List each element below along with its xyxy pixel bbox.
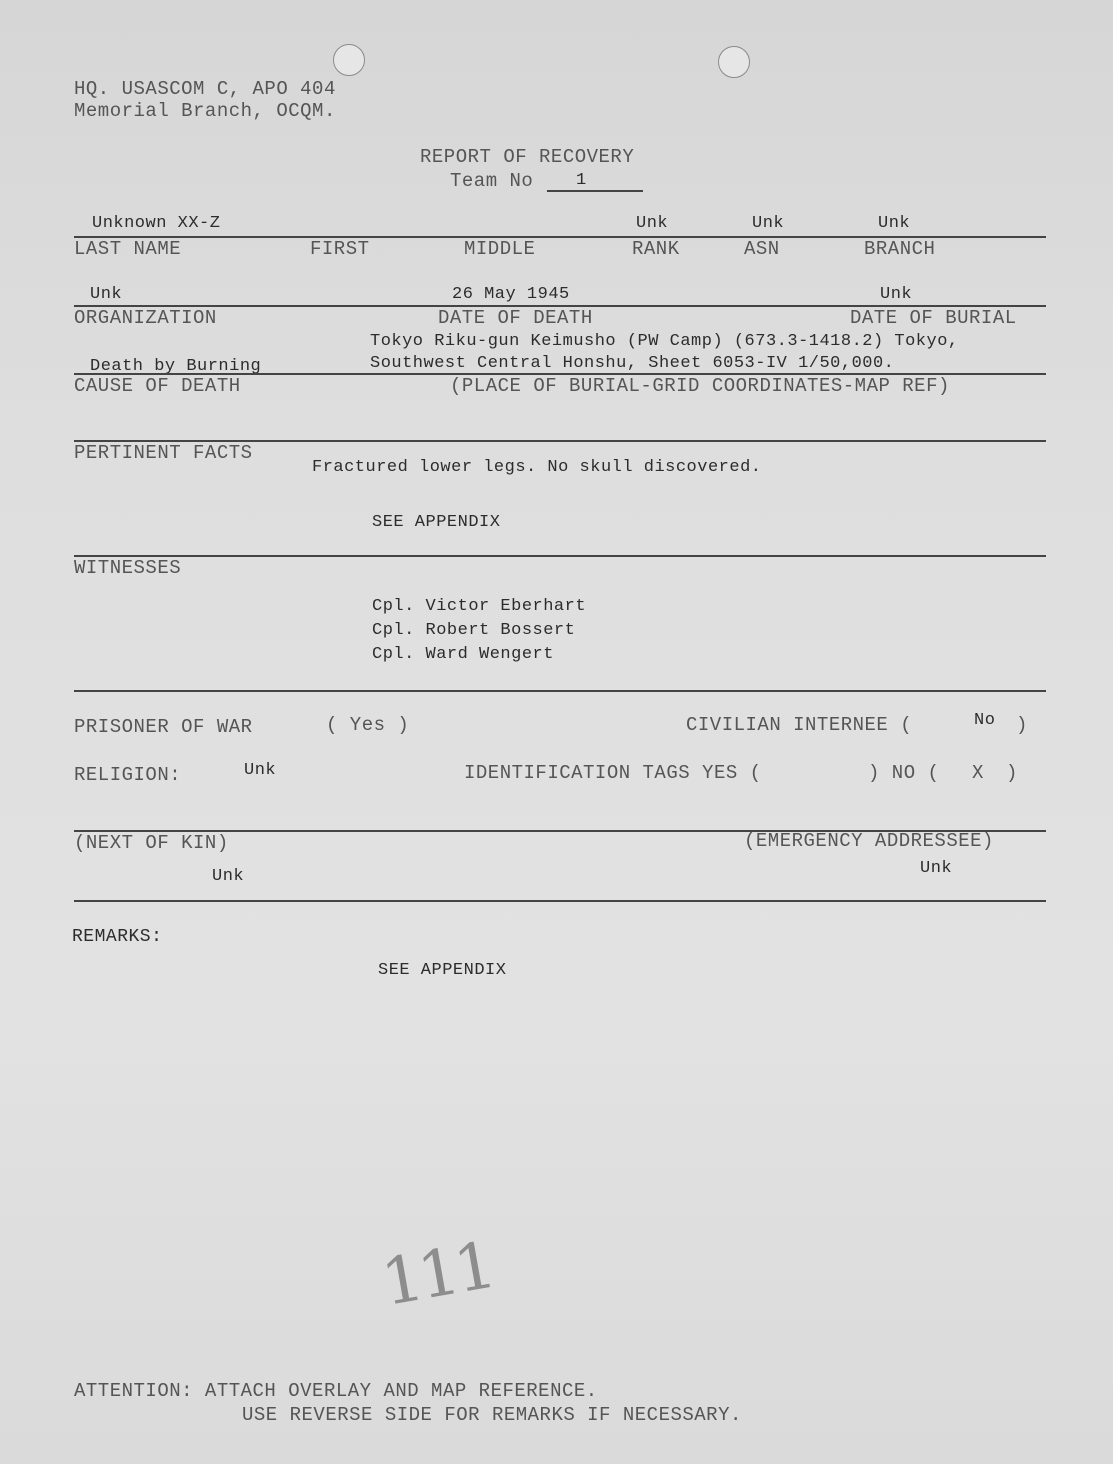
next-of-kin-label: (NEXT OF KIN): [74, 832, 229, 854]
footer-line-1: ATTENTION: ATTACH OVERLAY AND MAP REFERENCE.: [74, 1380, 598, 1402]
identification-tags-close: ): [1006, 762, 1018, 784]
kin-bottom-rule: [74, 900, 1046, 902]
identification-tags-value: X: [972, 762, 984, 784]
punch-hole-right: [718, 46, 750, 78]
place-line-2: Southwest Central Honshu, Sheet 6053-IV 1/50,000.: [370, 354, 895, 373]
pertinent-see-appendix: SEE APPENDIX: [372, 513, 501, 532]
cause-of-death-value: Death by Burning: [90, 357, 262, 376]
header-line-1: HQ. USASCOM C, APO 404: [74, 78, 336, 100]
middle-label: MIDDLE: [464, 238, 536, 260]
witness-2: Cpl. Robert Bossert: [372, 621, 576, 640]
asn-value: Unk: [752, 214, 785, 233]
pertinent-facts-text: Fractured lower legs. No skull discovered.: [312, 458, 762, 477]
branch-value: Unk: [878, 214, 911, 233]
place-line-1: Tokyo Riku-gun Keimusho (PW Camp) (673.3-1418.2) Tokyo,: [370, 332, 959, 351]
date-of-death-label: DATE OF DEATH: [438, 307, 593, 329]
status-rule: [74, 690, 1046, 692]
organization-label: ORGANIZATION: [74, 307, 217, 329]
place-of-burial-label: (PLACE OF BURIAL-GRID COORDINATES-MAP REF): [450, 375, 950, 397]
identification-tags-no: ) NO (: [868, 762, 940, 784]
religion-label: RELIGION:: [74, 764, 182, 786]
identification-tags-label: IDENTIFICATION TAGS YES (: [464, 762, 762, 784]
rank-label: RANK: [632, 238, 680, 260]
civilian-internee-label: CIVILIAN INTERNEE (: [686, 714, 913, 736]
pertinent-facts-label: PERTINENT FACTS: [74, 442, 253, 464]
religion-value: Unk: [244, 761, 277, 780]
prisoner-of-war-label: PRISONER OF WAR: [74, 716, 253, 738]
prisoner-of-war-value: ( Yes ): [326, 714, 410, 736]
last-name-value: Unknown XX-Z: [92, 214, 221, 233]
next-of-kin-value: Unk: [212, 867, 245, 886]
witness-1: Cpl. Victor Eberhart: [372, 597, 587, 616]
team-label: Team No: [450, 170, 534, 192]
branch-label: BRANCH: [864, 238, 936, 260]
header-line-2: Memorial Branch, OCQM.: [74, 100, 336, 122]
team-number: 1: [576, 171, 587, 190]
footer-line-2: USE REVERSE SIDE FOR REMARKS IF NECESSARY.: [242, 1404, 742, 1426]
date-of-burial-label: DATE OF BURIAL: [850, 307, 1017, 329]
organization-value: Unk: [90, 285, 123, 304]
team-underline: [547, 190, 643, 192]
emergency-addressee-value: Unk: [920, 859, 953, 878]
report-title: REPORT OF RECOVERY: [420, 146, 635, 168]
remarks-text: SEE APPENDIX: [378, 961, 507, 980]
witness-3: Cpl. Ward Wengert: [372, 645, 554, 664]
asn-label: ASN: [744, 238, 780, 260]
date-of-burial-value: Unk: [880, 285, 913, 304]
witnesses-label: WITNESSES: [74, 557, 182, 579]
civilian-internee-value: No: [974, 711, 996, 730]
witnesses-rule: [74, 555, 1046, 557]
punch-hole-left: [333, 44, 365, 76]
date-of-death-value: 26 May 1945: [452, 285, 570, 304]
remarks-label: REMARKS:: [72, 927, 163, 947]
last-name-label: LAST NAME: [74, 238, 182, 260]
civilian-internee-close: ): [1016, 714, 1028, 736]
rank-value: Unk: [636, 214, 669, 233]
handwritten-number-stamp: 111: [376, 1228, 498, 1322]
first-label: FIRST: [310, 238, 370, 260]
cause-of-death-label: CAUSE OF DEATH: [74, 375, 241, 397]
emergency-addressee-label: (EMERGENCY ADDRESSEE): [744, 830, 994, 852]
